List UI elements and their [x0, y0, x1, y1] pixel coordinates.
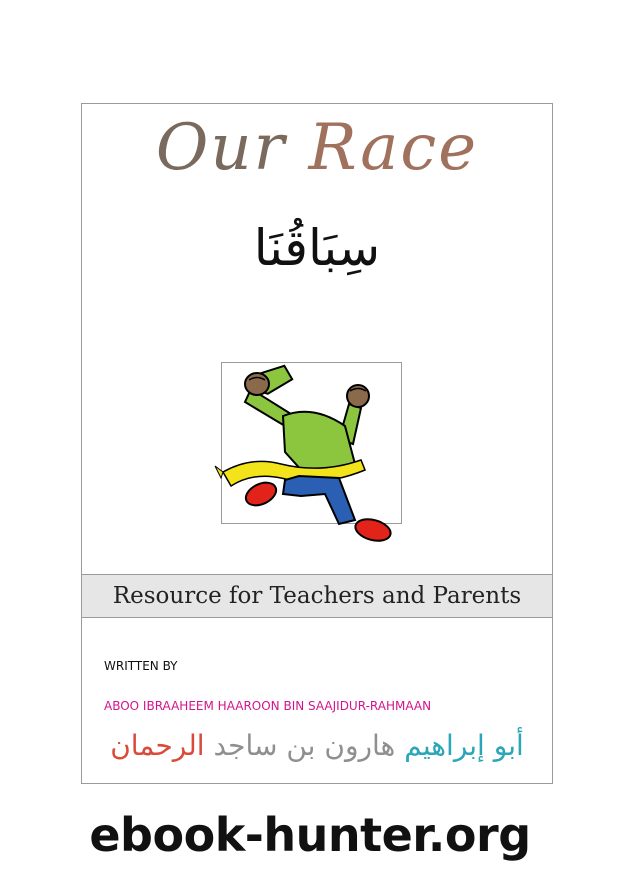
author-arabic-part3: الرحمان: [110, 729, 205, 762]
title-word-race: Race: [308, 111, 479, 185]
subtitle-banner: Resource for Teachers and Parents: [82, 574, 552, 618]
author-name-english: ABOO IBRAAHEEM HAAROON BIN SAAJIDUR-RAHMAAN: [104, 699, 432, 713]
written-by-label: WRITTEN BY: [104, 659, 178, 673]
watermark-text: ebook-hunter.org: [89, 808, 531, 862]
book-cover: [81, 103, 553, 784]
cover-title: [82, 111, 552, 185]
author-arabic-part1: أبو إبراهيم: [404, 729, 524, 762]
arabic-title: سِبَاقُنَا: [253, 219, 381, 277]
author-arabic-part2: هارون بن ساجد: [213, 729, 396, 762]
running-boy-icon: [221, 344, 421, 554]
author-name-arabic: [82, 729, 552, 762]
title-word-our: Our: [155, 111, 287, 185]
